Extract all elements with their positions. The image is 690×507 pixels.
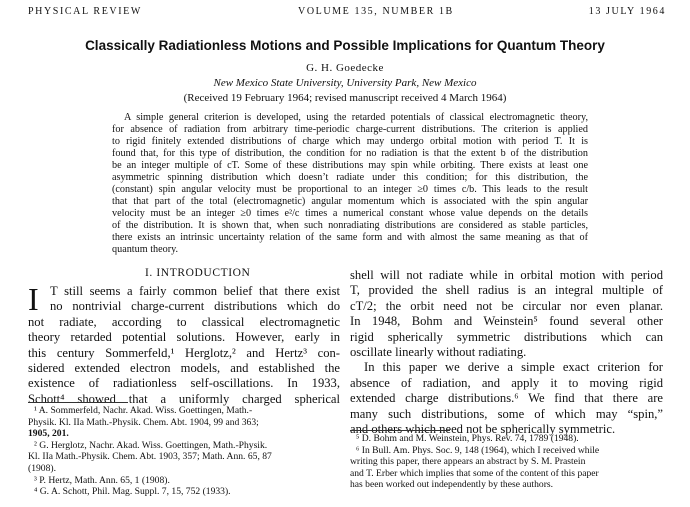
abstract-line: found that, for this type of distribution, the condition for no radiation is that the extent b of the distribution [112,148,588,159]
footnote-line: ⁴ G. A. Schott, Phil. Mag. Suppl. 7, 15, 752 (1933). [34,486,231,498]
abstract-line: to rigid finitely extended distributions of charge which may undergo orbital motion with period T. It is [112,136,588,147]
footnote-line: ¹ A. Sommerfeld, Nachr. Akad. Wiss. Goettingen, Math.- [34,405,253,416]
drop-cap: I [28,281,39,317]
body-line: absence of radiation, and apply it to moving rigid [350,375,663,390]
volume-number: VOLUME 135, NUMBER 1B [298,6,454,17]
abstract-line: of the distribution. It is shown that, when such nonradiating distributions are considered as stable particles, [112,220,588,231]
body-line: this century Sommerfeld,¹ Herglotz,² and Hertz³ con- [28,345,340,360]
footnote-line: 1905, 201. [28,428,69,440]
footnote-line: and T. Erber which implies that some of the content of this paper [350,467,599,479]
footnote-line: (1908). [28,462,56,474]
body-line: In this paper we derive a simple exact criterion for [364,360,663,375]
footnotes-left [28,405,340,498]
body-line: no nontrivial charge-current distributions which do [50,299,340,314]
body-line: theory retarded potential solutions. However, early in [28,330,340,345]
author-name: G. H. Goedecke [306,62,384,74]
abstract-line: quantum theory. [112,244,179,255]
footnote-line: Physik. Kl. IIa Math.-Physik. Chem. Abt. 1904, 99 and 363; [28,416,259,428]
body-line: cT/2; the orbit need not be circular nor even planar. [350,298,663,313]
abstract-line: (constant) spin angular velocity must be proportional to an integer ≥0 times c/b. This leads to the result [112,184,588,195]
footnote-rule-right [350,430,450,431]
abstract-line: asymmetric spinning distribution which doesn’t radiate under this condition; for this distribution, the [112,172,588,183]
left-column-body [28,281,340,407]
footnote-line: ³ P. Hertz, Math. Ann. 65, 1 (1908). [34,474,170,486]
footnote-line: has been worked out independently by these authors. [350,479,554,491]
abstract-line: that that part of the total (electromagnetic) angular momentum which is associated with the spin angular [112,196,588,207]
footnote-line: writing this paper, there appears an abstract by S. M. Prastein [350,456,586,468]
abstract-line: be an integer multiple of cT. Some of these distributions may spin while orbiting. There exists at least one [112,160,588,171]
footnotes-right [350,433,663,491]
body-line: extended charge distributions.⁶ We find that there are [350,391,663,406]
body-line: existence of radiationless self-oscillations. In 1933, [28,376,340,391]
abstract-line: for absence of radiation from arbitrary time-periodic charge-current distributions. The criterion is applied [112,124,588,135]
issue-date: 13 JULY 1964 [588,6,666,17]
body-line: T still seems a fairly common belief that there exist [50,284,340,298]
body-line: sidered extended electron models, and established the [28,361,340,376]
body-line: Schott⁴ showed that a uniformly charged spherical [28,391,340,406]
received-dates: (Received 19 February 1964; revised manuscript received 4 March 1964) [183,92,507,104]
body-line: T, provided the shell radius is an integral multiple of [350,283,663,298]
footnote-line: ⁶ In Bull. Am. Phys. Soc. 9, 148 (1964), which I received while [356,444,600,456]
body-line: oscillate linearly without radiating. [350,345,527,360]
footnote-rule-left [28,402,128,403]
body-line: shell will not radiate while in orbital motion with period [350,268,663,282]
footnote-line: Kl. IIa Math.-Physik. Chem. Abt. 1903, 357; Math. Ann. 65, 87 [28,451,272,463]
abstract-line: velocity must be an integer ≥0 times e²/c times a numerical constant whose value depends on the details [112,208,588,219]
body-line: and others which need not be spherically symmetric. [350,422,616,437]
abstract-line: A simple general criterion is developed, using the retarded potentials of classical electromagnetic theory, [124,112,588,123]
journal-name: PHYSICAL REVIEW [28,6,142,17]
body-line: not radiate, according to classical electromagnetic [28,314,340,329]
abstract-line: there exists an intrinsic uncertainty relation of the same form and with almost the same meaning as that of [112,232,588,243]
abstract [112,112,588,256]
footnote-line: ⁵ D. Bohm and M. Weinstein, Phys. Rev. 74, 1789 (1948). [356,433,579,444]
section-heading: I. INTRODUCTION [145,267,251,279]
body-line: rigid spherically symmetric distributions which can [350,329,663,344]
right-column-body [350,268,663,437]
body-line: many such distributions, some of which may “spin,” [350,406,663,421]
footnote-line: ² G. Herglotz, Nachr. Akad. Wiss. Goettingen, Math.-Physik. [34,439,268,451]
paper-title: Classically Radiationless Motions and Possible Implications for Quantum Theory [85,38,605,53]
body-line: In 1948, Bohm and Weinstein⁵ found several other [350,314,663,329]
affiliation: New Mexico State University, University Park, New Mexico [213,77,477,89]
